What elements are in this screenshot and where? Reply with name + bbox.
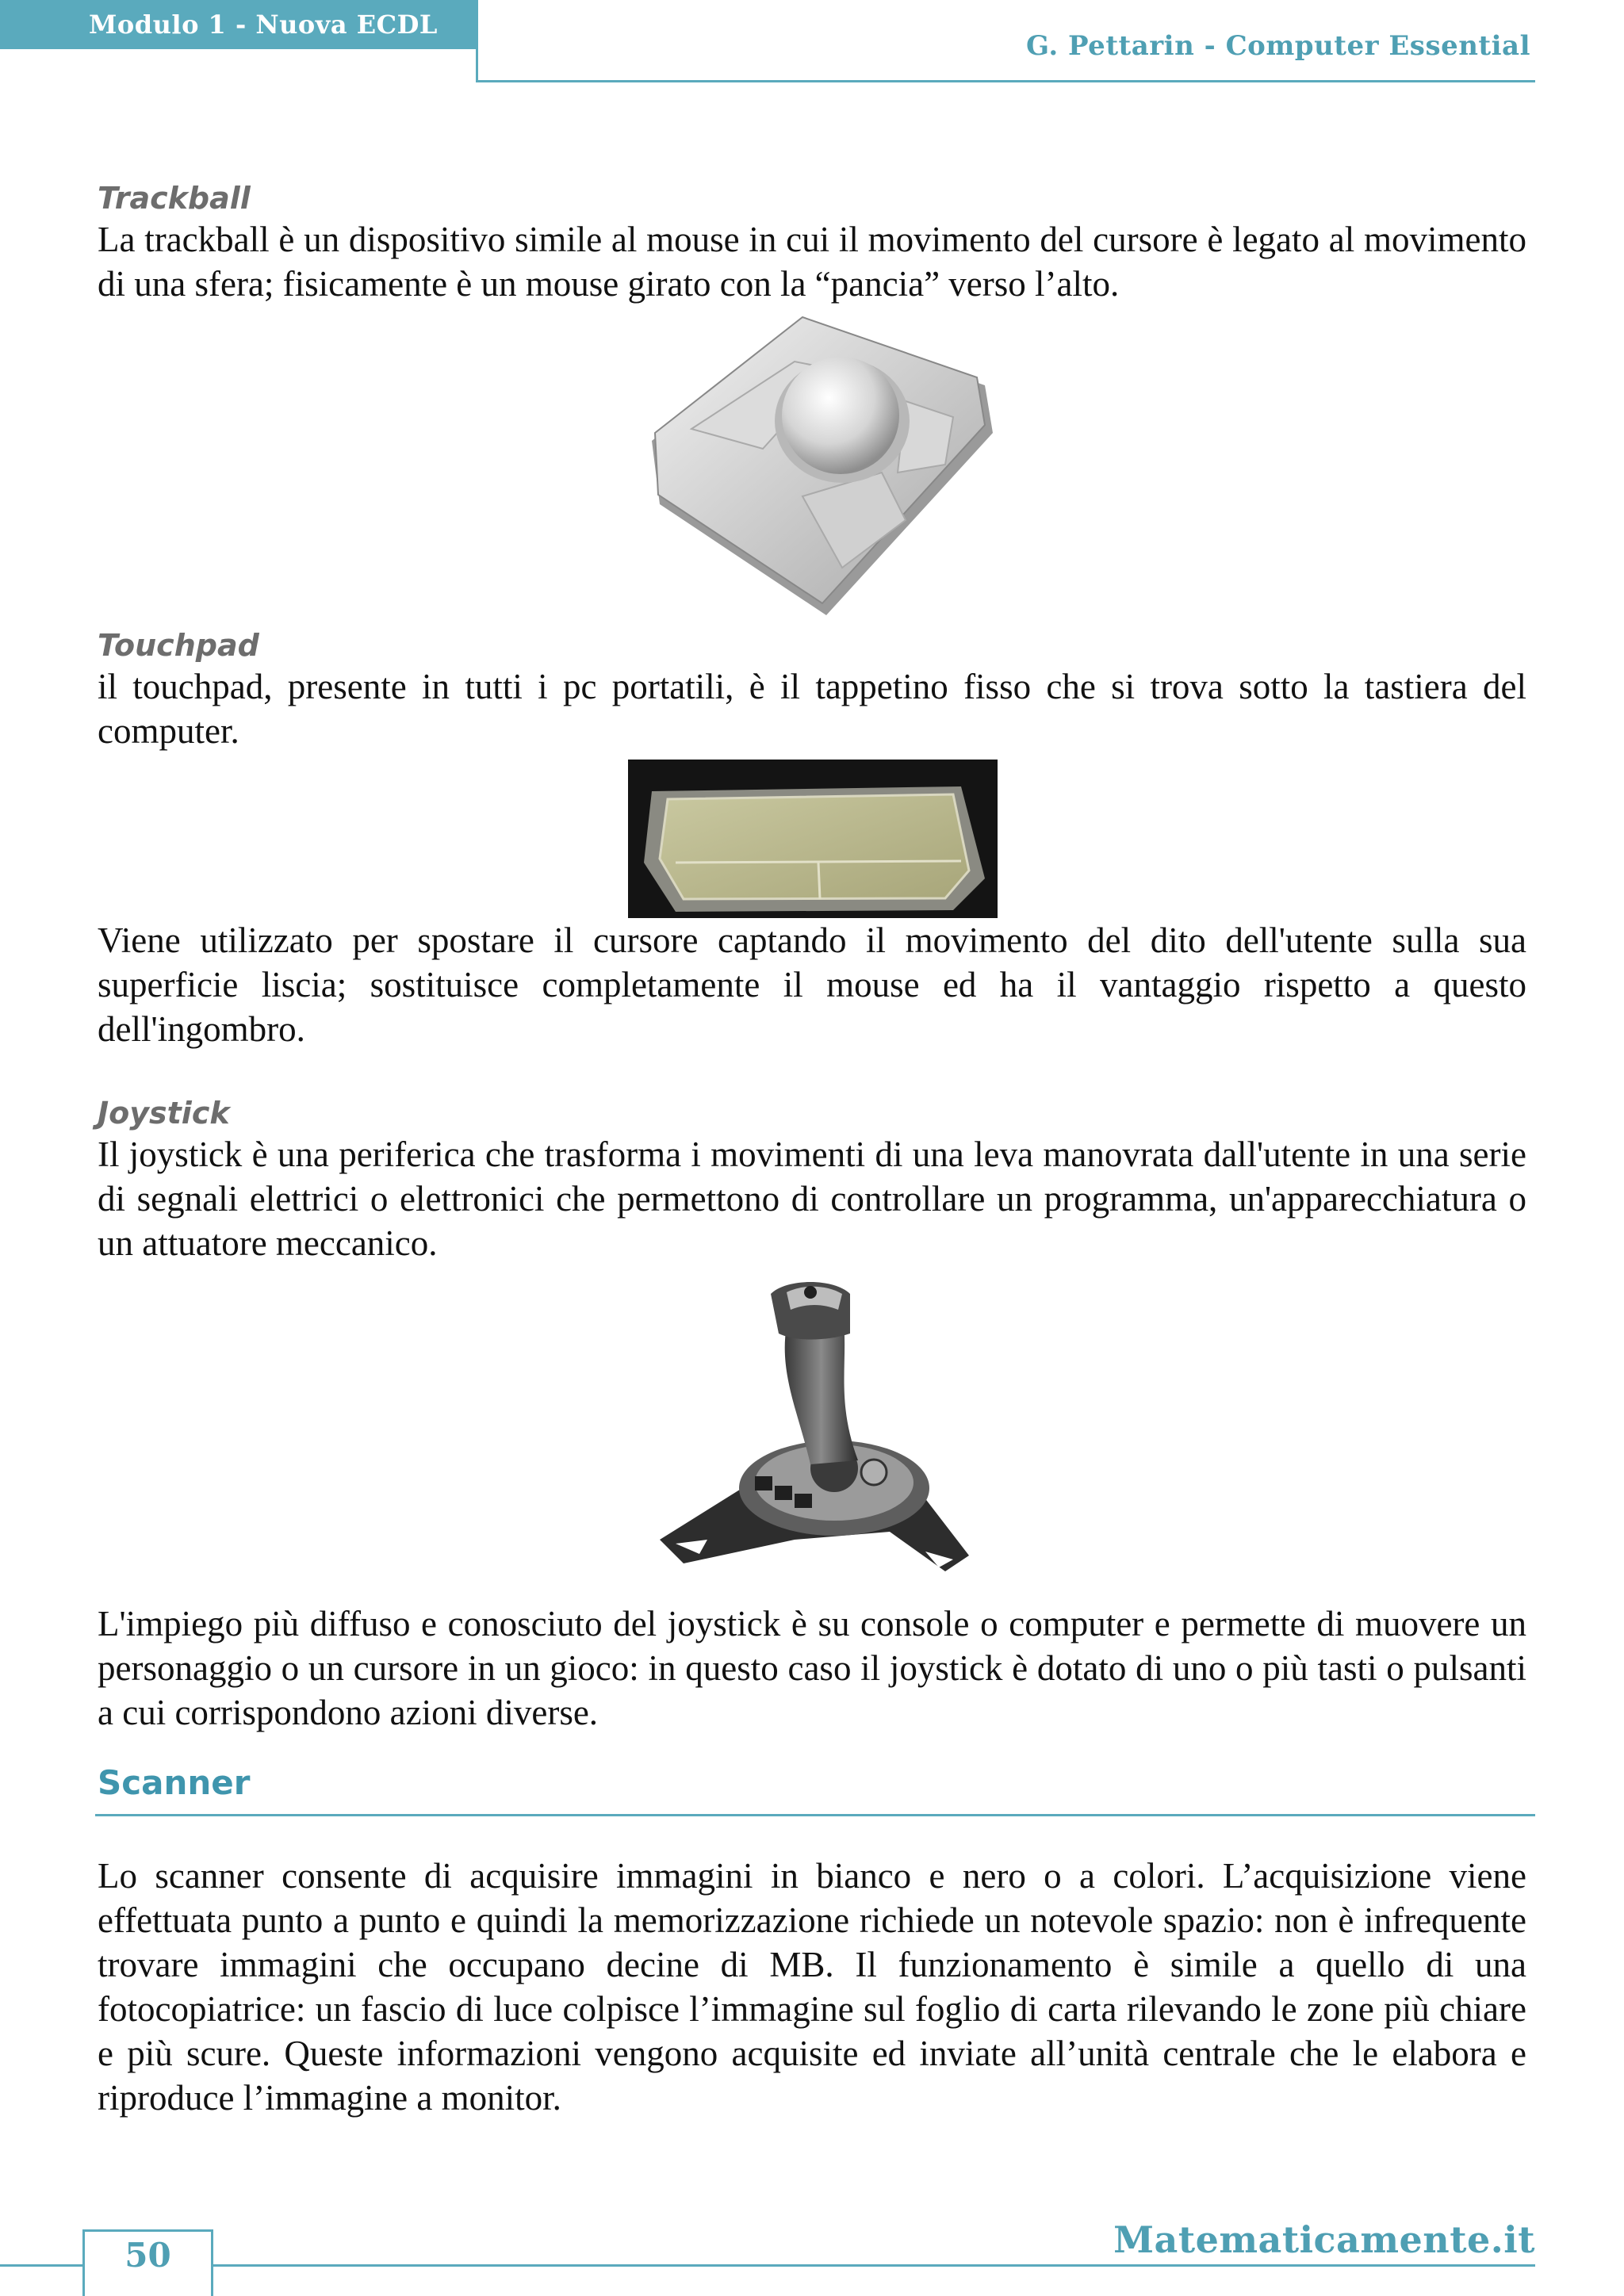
book-title: G. Pettarin - Computer Essential	[1026, 30, 1530, 62]
trackball-heading: Trackball	[98, 181, 251, 216]
scanner-heading-rule	[95, 1814, 1535, 1816]
joystick-image	[652, 1278, 977, 1587]
trackball-section	[98, 181, 1526, 306]
touchpad-paragraph-2: Viene utilizzato per spostare il cursore captando il movimento del dito dell'utente sulla sua superficie liscia; sostituisce completamente il mouse ed ha il vantaggio rispetto a questo dell'ingombro.	[98, 920, 1526, 1049]
trackball-image	[644, 314, 1009, 623]
touchpad-section	[98, 628, 1526, 753]
joystick-paragraph: Il joystick è una periferica che trasforma i movimenti di una leva manovrata dall'utente in una serie di segnali elettrici o elettronici che permettono di controllare un programma, un'apparecchiatura o un attuatore meccanico.	[98, 1135, 1526, 1263]
scanner-body	[98, 1854, 1526, 2120]
scanner-section	[98, 1763, 1526, 1802]
joystick-paragraph-2: L'impiego più diffuso e conosciuto del joystick è su console o computer e permette di muovere un personaggio o un cursore in un gioco: in questo caso il joystick è dotato di uno o più tasti o pulsanti a cui corrispondono azioni diverse.	[98, 1604, 1526, 1732]
module-tab: Modulo 1 - Nuova ECDL	[0, 0, 476, 49]
footer-rule	[0, 2264, 1535, 2267]
joystick-section	[98, 1096, 1526, 1265]
page-number: 50	[124, 2236, 171, 2275]
scanner-paragraph: Lo scanner consente di acquisire immagini in bianco e nero o a colori. L’acquisizione viene effettuata punto a punto e quindi la memorizzazione richiede un notevole spazio: non è infrequente trovare immagini che occupano decine di MB. Il funzionamento è simile a quello di una fotocopiatrice: un fascio di luce colpisce l’immagine sul foglio di carta rilevando le zone più chiare e più scure. Queste informazioni vengono acquisite ed inviate all’unità centrale che le elabora e riproduce l’immagine a monitor.	[98, 1856, 1526, 2118]
touchpad-image	[628, 760, 998, 918]
touchpad-heading: Touchpad	[98, 628, 259, 663]
header-divider-horizontal	[476, 80, 1535, 82]
touchpad-paragraph: il touchpad, presente in tutti i pc portatili, è il tappetino fisso che si trova sotto la tastiera del computer.	[98, 667, 1526, 751]
scanner-heading: Scanner	[98, 1763, 251, 1802]
joystick-section-2	[98, 1601, 1526, 1735]
touchpad-section-2	[98, 918, 1526, 1051]
joystick-heading: Joystick	[98, 1096, 230, 1131]
trackball-paragraph: La trackball è un dispositivo simile al mouse in cui il movimento del cursore è legato al movimento di una sfera; fisicamente è un mouse girato con la “pancia” verso l’alto.	[98, 220, 1526, 304]
header-divider-vertical	[476, 0, 478, 82]
footer-site: Matematicamente.it	[1113, 2218, 1535, 2261]
